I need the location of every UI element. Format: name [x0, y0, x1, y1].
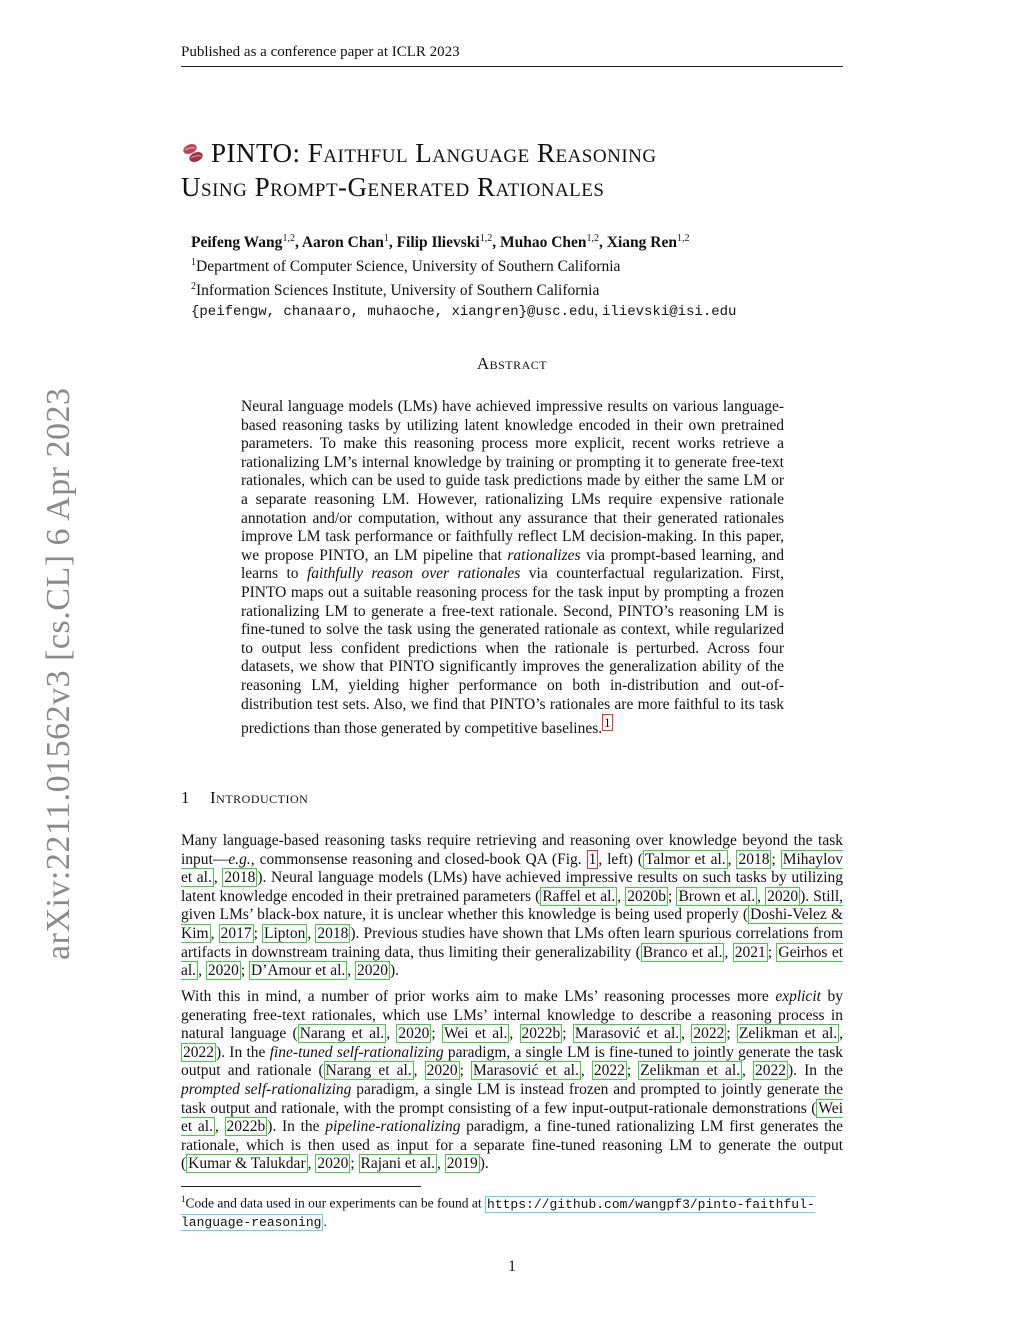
citation-link[interactable]: Doshi-Velez & Kim	[181, 906, 843, 942]
author-name: Filip Ilievski	[396, 234, 480, 252]
author-affil-mark: 1,2	[676, 233, 690, 244]
beans-icon	[181, 142, 205, 164]
citation-link[interactable]: 2020	[317, 1155, 349, 1173]
citation-link[interactable]: 2018	[224, 869, 256, 887]
author-emails: {peifengw, chanaaro, muhaoche, xiangren}@usc.edu, ilievski@isi.edu	[191, 302, 737, 321]
citation-link[interactable]: 2022	[693, 1025, 725, 1043]
abstract-text: Neural language models (LMs) have achieved impressive results on various language-based reasoning tasks by utilizing latent knowledge encoded in their own pretrained parameters. To make this reasoning process more explicit, recent works retrieve a rationalizing LM’s internal knowledge by training or prompting it to generate free-text rationales, which can be used to guide task predictions made by either the same LM or a separate reasoning LM. However, rationalizing LMs require expensive rationale annotation and/or computation, without any assurance that their generated rationales improve LM task performance or faithfully reflect LM decision-making. In this paper, we propose PINTO, an LM pipeline that rationalizes via prompt-based learning, and learns to faithfully reason over rationales via counterfactual regularization. First, PINTO maps out a suitable reasoning process for the task input by prompting a frozen rationalizing LM to generate a free-text rationale. Second, PINTO’s reasoning LM is fine-tuned to solve the task using the generated rationale as context, while regularized to output less confident predictions when the rationale is perturbed. Across four datasets, we show that PINTO significantly improves the generalization ability of the reasoning LM, yielding higher performance on both in-distribution and out-of-distribution test sets. Also, we find that PINTO’s rationales are more faithful to its task predictions than those generated by competitive baselines. $^1$	[241, 398, 785, 738]
citation-link[interactable]: Zelikman et al.	[738, 1025, 838, 1043]
citation-link[interactable]: 2021	[734, 943, 766, 961]
footnote-ref-link[interactable]: 1	[604, 715, 611, 731]
citation-link[interactable]: Marasović et al.	[473, 1062, 579, 1080]
citation-link[interactable]: 2022	[754, 1062, 786, 1080]
citation-link[interactable]: 2022b	[521, 1025, 561, 1043]
affiliation-1: $^1$Department of Computer Science, University of Southern California	[191, 257, 621, 276]
citation-link[interactable]: 2020	[207, 962, 239, 980]
arxiv-identifier: arXiv:2211.01562v3 [cs.CL] 6 Apr 2023	[40, 387, 77, 960]
citation-link[interactable]: 2017	[220, 924, 252, 942]
citation-link[interactable]: Wei et al.	[181, 1099, 843, 1136]
citation-link[interactable]: 2020	[398, 1025, 430, 1043]
author-names: Peifeng Wang$^{1,2}$, Aaron Chan$^1$, Filip Ilievski$^{1,2}$, Muhao Chen$^{1,2}$, Xiang Ren$^{1,2}$	[191, 233, 690, 252]
intro-paragraph-2: With this in mind, a number of prior works aim to make LMs’ reasoning processes more explicit by generating free-text rationales, which use LMs’ internal knowledge to describe a reasoning process in natural language ( Narang et al. , 2020 ; Wei et al. , 2022b ; Marasović et al. , 2022 ; Zelikman et al. , 2022 ). In the fine-tuned self-rationalizing paradigm, a single LM is fine-tuned to jointly generate the task output and rationale ( Narang et al. , 2020 ; Marasović et al. , 2022 ; Zelikman et al. , 2022 ). In the prompted self-rationalizing paradigm, a single LM is instead frozen and prompted to jointly generate the task output and rationale, with the prompt consisting of a few input-output-rationale demonstrations ( Wei et al. , 2022b ). In the pipeline-rationalizing paradigm, a fine-tuned rationalizing LM first generates the rationale, which is then used as input for a separate fine-tuned reasoning LM to generate the output ( Kumar & Talukdar , 2020 ; Rajani et al. , 2019 ).	[181, 988, 844, 1173]
header-rule	[181, 66, 843, 67]
author-affil-mark: 1,2	[282, 233, 295, 244]
affiliation-2: $^2$Information Sciences Institute, University of Southern California	[191, 281, 600, 300]
author-name: Aaron Chan	[301, 234, 384, 252]
citation-link[interactable]: Marasović et al.	[574, 1025, 680, 1043]
citation-link[interactable]: 2018	[738, 850, 770, 868]
footnote: $^1$Code and data used in our experiments can be found at https://github.com/wangpf3/pinto-faithful-language-reasoning .	[181, 1194, 815, 1230]
citation-link[interactable]: 2022	[183, 1043, 214, 1061]
citation-link[interactable]: Zelikman et al.	[640, 1062, 741, 1080]
intro-paragraph-1: Many language-based reasoning tasks require retrieving and reasoning over knowledge beyond the task input—e.g., commonsense reasoning and closed-book QA (Fig. 1 , left) ( Talmor et al. , 2018 ; Mihaylov et al. , 2018 ). Neural language models (LMs) have achieved impressive results on such tasks by utilizing latent knowledge encoded in their pretrained parameters ( Raffel et al. , 2020b ; Brown et al. , 2020 ). Still, given LMs’ black-box nature, it is unclear whether this knowledge is being used properly ( Doshi-Velez & Kim , 2017 ; Lipton , 2018 ). Previous studies have shown that LMs often learn spurious correlations from artifacts in downstream training data, thus limiting their generalizability ( Branco et al. , 2021 ; Geirhos et al. , 2020 ; D’Amour et al. , 2020 ).	[181, 832, 844, 980]
citation-link[interactable]: Kumar & Talukdar	[188, 1155, 306, 1173]
citation-link[interactable]: Talmor et al.	[645, 850, 726, 868]
citation-link[interactable]: 2018	[317, 924, 349, 942]
author-affil-mark: 1,2	[586, 233, 600, 244]
citation-link[interactable]: Narang et al.	[299, 1025, 385, 1043]
running-header: Published as a conference paper at ICLR 2023	[181, 44, 460, 60]
title-line-2: Using Prompt-Generated Rationales	[181, 172, 605, 202]
citation-link[interactable]: Mihaylov et al.	[181, 850, 843, 887]
title-line-1: PINTO: Faithful Language Reasoning	[211, 138, 657, 168]
title-block	[181, 136, 861, 204]
citation-link[interactable]: Rajani et al.	[360, 1155, 436, 1173]
citation-link[interactable]: Raffel et al.	[542, 887, 616, 905]
author-affil-mark: 1,2	[479, 233, 493, 244]
citation-link[interactable]: Geirhos et al.	[181, 943, 844, 980]
citation-link[interactable]: Narang et al.	[325, 1062, 412, 1080]
citation-link[interactable]: 2022	[593, 1062, 625, 1080]
page-number: 1	[508, 1258, 516, 1275]
footnote-rule	[181, 1186, 421, 1187]
citation-link[interactable]: 2020b	[627, 887, 667, 905]
figure-ref-link[interactable]: 1	[588, 850, 597, 868]
author-name: Muhao Chen	[499, 234, 587, 252]
section-heading: 1 Introduction	[181, 788, 309, 807]
citation-link[interactable]: 2019	[446, 1155, 478, 1173]
citation-link[interactable]: Lipton	[264, 924, 306, 942]
citation-link[interactable]: D’Amour et al.	[251, 962, 346, 980]
citation-link[interactable]: 2020	[426, 1062, 458, 1080]
citation-link[interactable]: 2020	[767, 887, 799, 905]
author-block	[191, 229, 736, 322]
citation-link[interactable]: 2020	[357, 962, 389, 980]
citation-link[interactable]: 2022b	[226, 1118, 266, 1136]
abstract-heading: Abstract	[476, 354, 548, 373]
paper-title	[181, 136, 861, 204]
citation-link[interactable]: Brown et al.	[678, 887, 756, 905]
citation-link[interactable]: Wei et al.	[443, 1025, 508, 1043]
citation-link[interactable]: Branco et al.	[642, 943, 723, 961]
author-name: Peifeng Wang	[191, 234, 283, 252]
code-url-link[interactable]: https://github.com/wangpf3/pinto-faithful-language-reasoning	[181, 1196, 815, 1230]
author-affil-mark: 1	[383, 233, 389, 244]
author-name: Xiang Ren	[606, 234, 677, 252]
